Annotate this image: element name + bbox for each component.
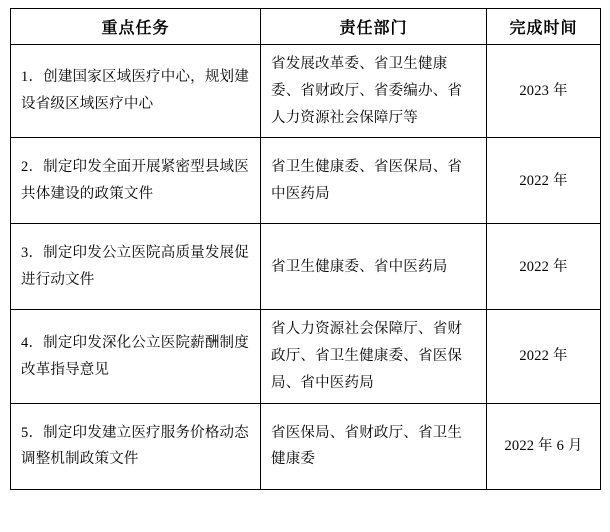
cell-department: 省卫生健康委、省医保局、省中医药局 <box>261 138 487 224</box>
cell-time: 2022 年 <box>487 138 601 224</box>
cell-task: 3．制定印发公立医院高质量发展促进行动文件 <box>11 224 261 310</box>
table-row <box>11 224 601 310</box>
cell-time: 2022 年 <box>487 310 601 403</box>
table-body <box>11 45 601 490</box>
table-header-row <box>11 9 601 45</box>
column-header-department: 责任部门 <box>261 9 487 45</box>
table-row <box>11 310 601 403</box>
column-header-time: 完成时间 <box>487 9 601 45</box>
cell-time: 2022 年 6 月 <box>487 403 601 489</box>
cell-department: 省人力资源社会保障厅、省财政厅、省卫生健康委、省医保局、省中医药局 <box>261 310 487 403</box>
column-header-task: 重点任务 <box>11 9 261 45</box>
table-row <box>11 45 601 138</box>
cell-time: 2022 年 <box>487 224 601 310</box>
cell-time: 2023 年 <box>487 45 601 138</box>
key-tasks-table <box>10 8 601 490</box>
cell-task: 4．制定印发深化公立医院薪酬制度改革指导意见 <box>11 310 261 403</box>
table-row <box>11 138 601 224</box>
cell-department: 省卫生健康委、省中医药局 <box>261 224 487 310</box>
cell-department: 省发展改革委、省卫生健康委、省财政厅、省委编办、省人力资源社会保障厅等 <box>261 45 487 138</box>
cell-department: 省医保局、省财政厅、省卫生健康委 <box>261 403 487 489</box>
table-row <box>11 403 601 489</box>
cell-task: 5．制定印发建立医疗服务价格动态调整机制政策文件 <box>11 403 261 489</box>
table-header <box>11 9 601 45</box>
cell-task: 1．创建国家区域医疗中心，规划建设省级区域医疗中心 <box>11 45 261 138</box>
cell-task: 2．制定印发全面开展紧密型县域医共体建设的政策文件 <box>11 138 261 224</box>
